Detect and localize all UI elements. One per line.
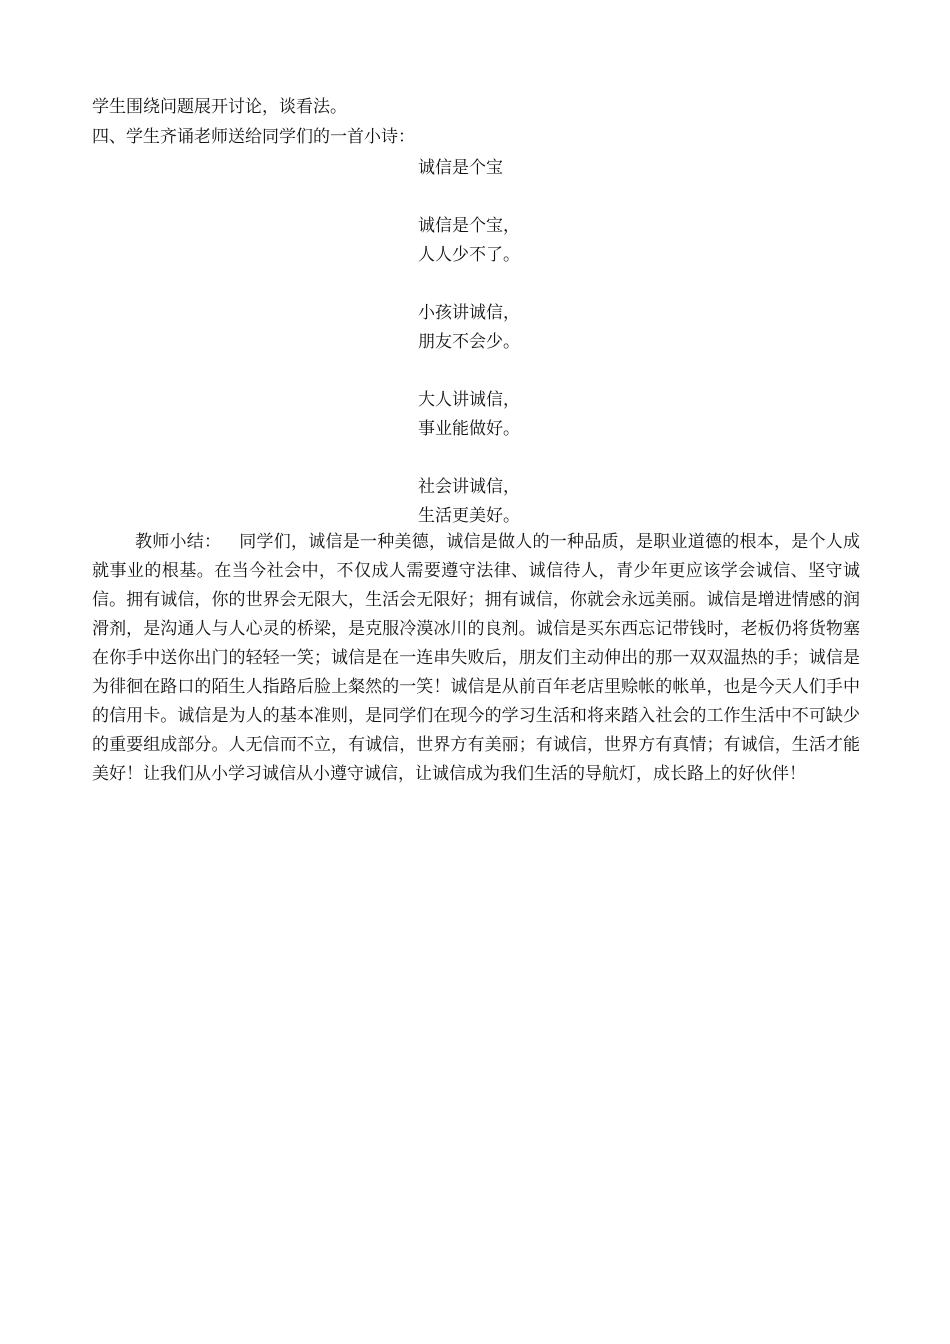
summary-paragraph: [92, 528, 860, 789]
poem-line: 事业能做好。: [418, 419, 520, 439]
poem-line: 诚信是个宝，: [418, 216, 520, 236]
poem-title: 诚信是个宝: [418, 158, 503, 178]
discussion-line: 学生围绕问题展开讨论，谈看法。: [92, 97, 347, 117]
summary-text: 同学们，诚信是一种美德，诚信是做人的一种品质，是职业道德的根本，是个人成就事业的根基。在当今社会中，不仅成人需要遵守法律、诚信待人，青少年更应该学会诚信、坚守诚信。拥有诚信，你的世界会无限大，生活会无限好；拥有诚信，你就会永远美丽。诚信是增进情感的润滑剂，是沟通人与人心灵的桥梁，是克服冷漠冰川的良剂。诚信是买东西忘记带钱时，老板仍将货物塞在你手中送你出门的轻轻一笑；诚信是在一连串失败后，朋友们主动伸出的那一双双温热的手；诚信是为徘徊在路口的陌生人指路后脸上粲然的一笑！诚信是从前百年老店里赊帐的帐单，也是今天人们手中的信用卡。诚信是为人的基本准则，是同学们在现今的学习生活和将来踏入社会的工作生活中不可缺少的重要组成部分。人无信而不立，有诚信，世界方有美丽；有诚信，世界方有真情；有诚信，生活才能美好！让我们从小学习诚信从小遵守诚信，让诚信成为我们生活的导航灯，成长路上的好伙伴！: [92, 532, 860, 784]
teacher-summary: [92, 528, 860, 789]
poem-line: 大人讲诚信，: [418, 390, 520, 410]
poem-line: 小孩讲诚信，: [418, 303, 520, 323]
poem-line: 生活更美好。: [418, 506, 520, 526]
poem-line: 社会讲诚信，: [418, 477, 520, 497]
poem-line: 朋友不会少。: [418, 332, 520, 352]
poem: [418, 154, 520, 531]
poem-intro-line: 四、学生齐诵老师送给同学们的一首小诗：: [92, 127, 415, 147]
summary-label: 教师小结：: [135, 532, 222, 552]
poem-line: 人人少不了。: [418, 245, 520, 265]
